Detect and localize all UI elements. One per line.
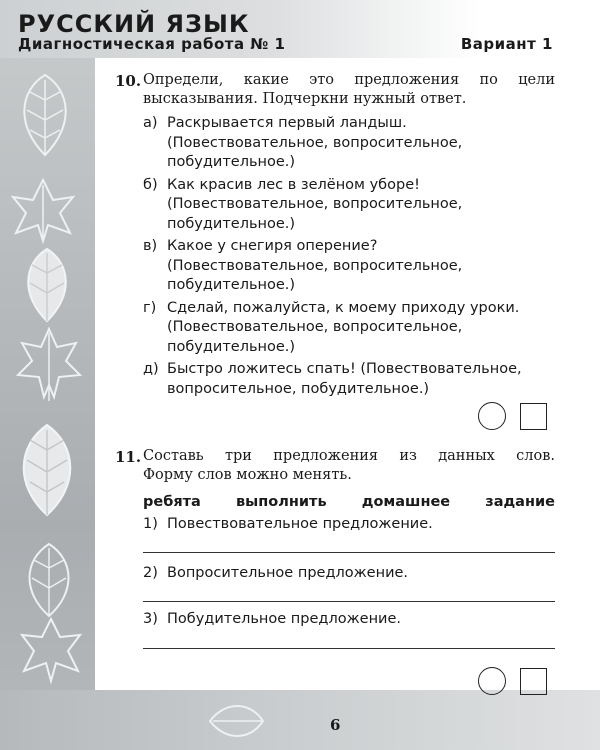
score-square[interactable] [520,403,547,430]
item-sentence: Сделай, пожалуйста, к моему приходу уроки. [167,299,520,316]
list-item [143,360,558,399]
task-10-score-marks [478,402,547,430]
answer-prompt [143,516,433,532]
leaf-icon [14,245,80,325]
answer-label: Повествовательное предложение. [167,516,433,532]
answer-options[interactable]: (Повествовательное, вопросительное, [167,257,463,274]
leaf-icon [14,540,84,620]
answer-options[interactable]: (Повествовательное, вопросительное, [167,134,463,151]
list-item [143,237,558,296]
answer-line[interactable] [143,601,555,602]
item-letter: г) [143,299,157,316]
task-10-items [143,114,558,402]
page-title: РУССКИЙ ЯЗЫК [18,10,250,38]
list-item [143,114,558,173]
answer-prompt [143,565,408,581]
answer-line[interactable] [143,648,555,649]
task-11-score-marks [478,667,547,695]
answer-prompt [143,611,401,627]
score-circle[interactable] [478,667,506,695]
given-word: домашнее [361,494,451,510]
item-sentence: Быстро ложитесь спать! (Повествовательное, [167,361,522,377]
score-square[interactable] [520,668,547,695]
work-subtitle: Диагностическая работа № 1 [18,35,286,53]
answer-options[interactable]: вопросительное, побудительное.) [167,380,430,397]
task-10-instructions [143,71,555,109]
task-11-number: 11. [115,448,142,466]
list-item [143,299,558,358]
page-number: 6 [330,716,341,734]
item-letter: б) [143,176,158,193]
leaf-icon [10,420,85,520]
answer-label: Вопросительное предложение. [167,565,409,581]
task-11-text-line: Составь три предложения из данных слов. [143,448,555,464]
answer-number: 3) [143,611,158,627]
item-letter: в) [143,238,158,254]
answer-line[interactable] [143,552,555,553]
leaf-icon [16,615,86,685]
task-10-text-line: Определи, какие это предложения по цели [143,72,555,88]
answer-options[interactable]: побудительное.) [167,215,296,232]
item-sentence: Раскрывается первый ландыш. [167,115,407,131]
answer-options[interactable]: побудительное.) [167,277,296,293]
answer-options[interactable]: побудительное.) [167,154,296,170]
given-word: выполнить [235,494,327,510]
leaf-icon [14,325,84,405]
task-10-number: 10. [115,72,142,90]
item-sentence: Какое у снегиря оперение? [167,238,378,254]
list-item [143,176,558,235]
given-words [143,494,555,510]
given-word: ребята [143,494,201,510]
task-11-text-line: Форму слов можно менять. [143,467,352,483]
item-letter: а) [143,115,158,131]
answer-options[interactable]: побудительное.) [167,338,296,355]
item-letter: д) [143,361,159,377]
leaf-icon [205,696,265,746]
answer-label: Побудительное предложение. [167,611,401,627]
score-circle[interactable] [478,402,506,430]
variant-label: Вариант 1 [460,35,553,53]
item-sentence: Как красив лес в зелёном уборе! [167,176,420,193]
answer-number: 1) [143,516,158,532]
answer-options[interactable]: (Повествовательное, вопросительное, [167,319,463,335]
leaf-icon [8,175,78,245]
answer-number: 2) [143,565,158,581]
answer-options[interactable]: (Повествовательное, вопросительное, [167,196,463,212]
decorative-bottom-strip [0,690,600,750]
task-11-instructions [143,447,555,485]
task-10-text-line: высказывания. Подчеркни нужный ответ. [143,91,467,107]
given-word: задание [485,494,555,510]
leaf-icon [10,70,80,160]
